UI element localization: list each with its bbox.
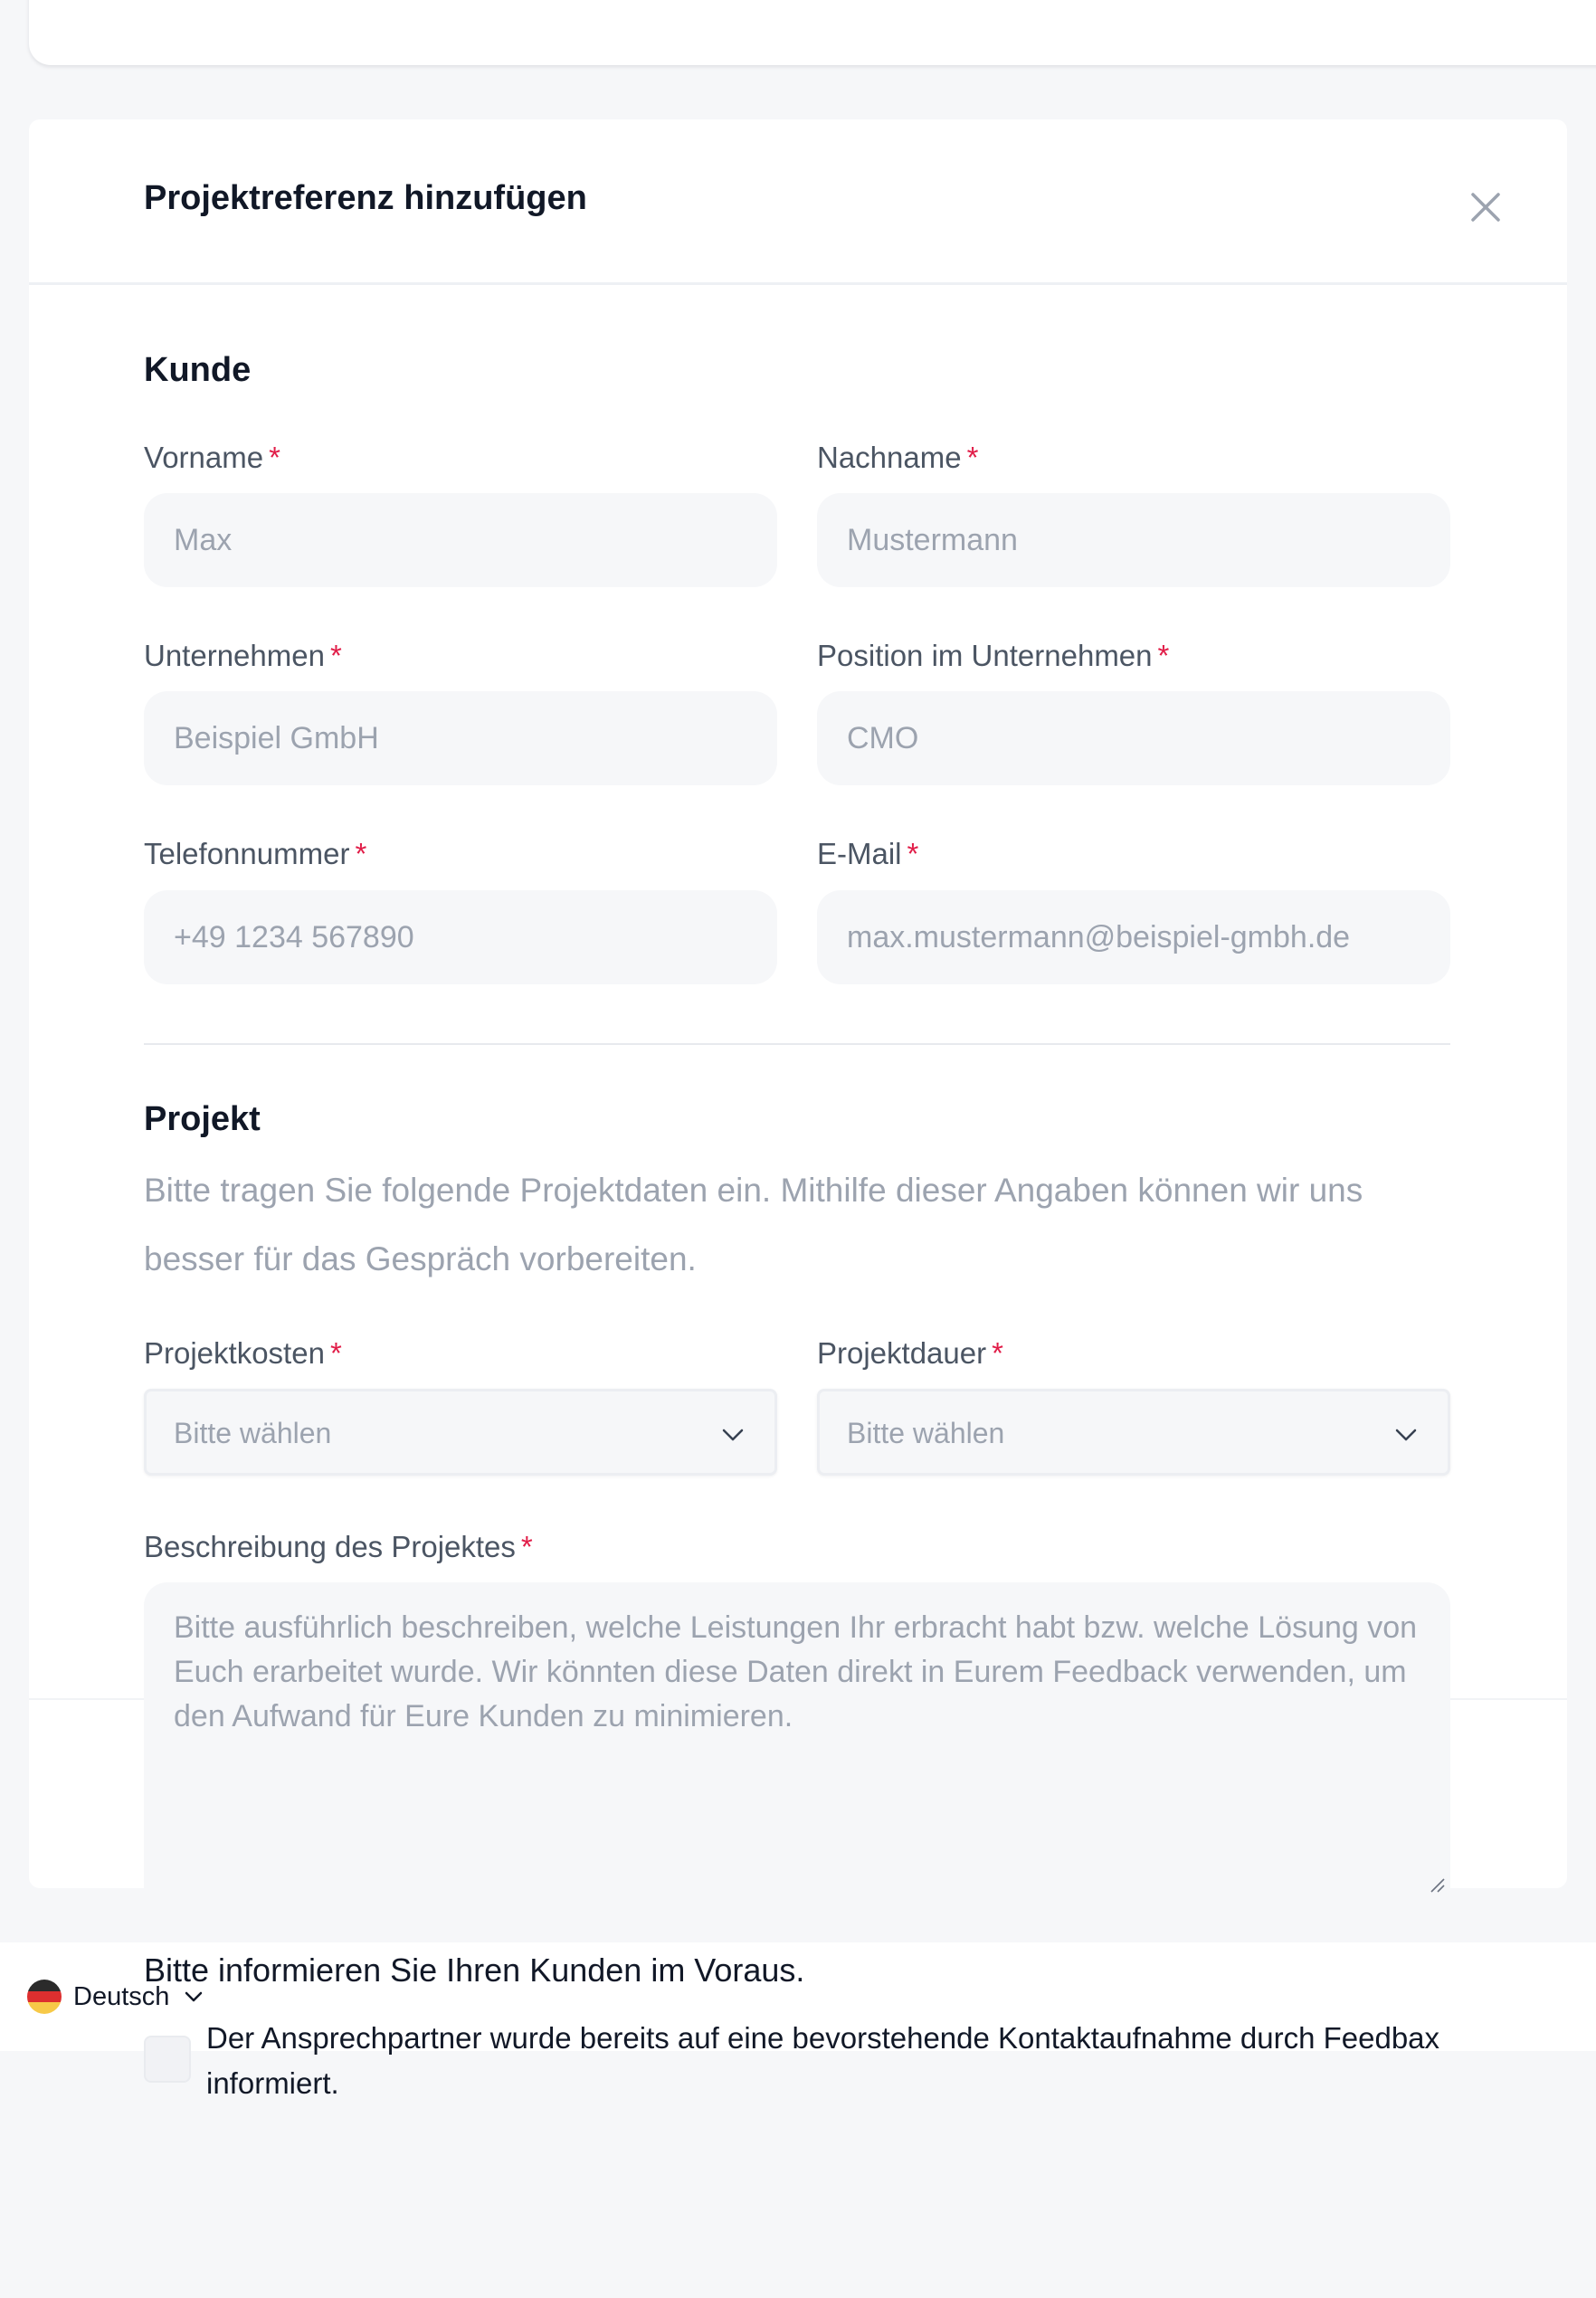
modal-header	[29, 119, 1567, 285]
chevron-down-icon	[1392, 1420, 1420, 1449]
previous-card	[29, 0, 1596, 65]
project-duration-label: Projektdauer *	[817, 1336, 1003, 1370]
close-icon[interactable]	[1463, 185, 1508, 230]
email-label: E-Mail *	[817, 837, 919, 870]
section-divider	[144, 1043, 1450, 1045]
resize-handle-icon[interactable]	[1428, 1875, 1446, 1894]
contact-informed-label[interactable]: Der Ansprechpartner wurde bereits auf eine bevorstehende Kontaktaufnahme durch Feedbax informiert.	[206, 2021, 1440, 2100]
project-duration-select[interactable]	[817, 1389, 1450, 1476]
notice-title: Bitte informieren Sie Ihren Kunden im Voraus.	[144, 1951, 805, 1989]
project-cost-selected-value: Bitte wählen	[174, 1417, 332, 1449]
project-cost-label: Projektkosten *	[144, 1336, 342, 1370]
phone-label: Telefonnummer *	[144, 837, 367, 870]
company-input[interactable]	[144, 691, 777, 785]
chevron-down-icon	[718, 1420, 747, 1449]
project-duration-selected-value: Bitte wählen	[847, 1417, 1005, 1449]
first-name-label: Vorname *	[144, 441, 280, 474]
position-label: Position im Unternehmen *	[817, 639, 1170, 672]
contact-informed-checkbox[interactable]	[144, 2036, 191, 2083]
language-label: Deutsch	[73, 1981, 170, 2011]
project-hint-text: Bitte tragen Sie folgende Projektdaten ein. Mithilfe dieser Angaben können wir uns besser für das Gespräch vorbereiten.	[144, 1172, 1363, 1277]
customer-section-title: Kunde	[144, 351, 252, 389]
project-cost-select[interactable]	[144, 1389, 777, 1476]
modal-title: Projektreferenz hinzufügen	[144, 179, 587, 217]
germany-flag-icon	[27, 1980, 62, 2014]
last-name-label: Nachname *	[817, 441, 979, 474]
project-description-label: Beschreibung des Projektes *	[144, 1530, 533, 1563]
project-description-textarea[interactable]	[144, 1582, 1450, 1894]
first-name-input[interactable]	[144, 493, 777, 587]
last-name-input[interactable]	[817, 493, 1450, 587]
email-input[interactable]	[817, 890, 1450, 984]
project-section-title: Projekt	[144, 1100, 261, 1138]
phone-input[interactable]	[144, 890, 777, 984]
position-input[interactable]	[817, 691, 1450, 785]
company-label: Unternehmen *	[144, 639, 342, 672]
